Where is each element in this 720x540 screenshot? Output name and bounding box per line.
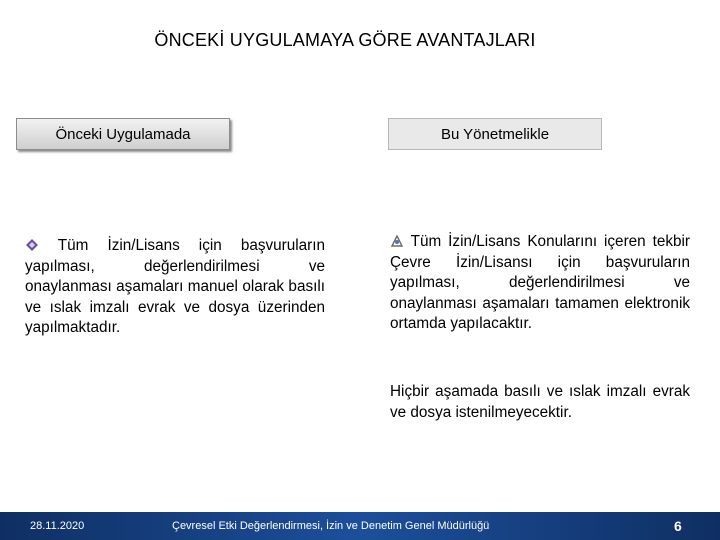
footer-organization: Çevresel Etki Değerlendirmesi, İzin ve Denetim Genel Müdürlüğü <box>172 520 490 532</box>
footer-date: 28.11.2020 <box>30 520 85 532</box>
previous-practice-text <box>25 236 325 339</box>
new-regulation-header <box>388 118 602 150</box>
new-regulation-header-label: Bu Yönetmelikle <box>440 125 550 143</box>
previous-practice-header-label: Önceki Uygulamada <box>55 125 191 143</box>
ornament-bullet-icon <box>390 235 404 247</box>
new-regulation-text-2-content: Hiçbir aşamada basılı ve ıslak imzalı evrak ve dosya istenilmeyecektir. <box>390 383 690 421</box>
page-number: 6 <box>674 518 682 534</box>
previous-practice-text-content: Tüm İzin/Lisans için başvuruların yapılması, değerlendirilmesi ve onaylanması aşamaları manuel olarak basılı ve ıslak imzalı evrak ve dosya üzerinden yapılmaktadır. <box>25 237 325 336</box>
new-regulation-text-content: Tüm İzin/Lisans Konularını içeren tekbir Çevre İzin/Lisansı için başvuruların yapılması, değerlendirilmesi ve onaylanması aşamaları tamamen elektronik ortamda yapılacaktır. <box>390 233 690 332</box>
diamond-bullet-icon <box>25 239 39 251</box>
footer-bar <box>0 512 720 540</box>
new-regulation-text <box>390 232 690 335</box>
new-regulation-text-2 <box>390 382 690 423</box>
slide-title: ÖNCEKİ UYGULAMAYA GÖRE AVANTAJLARI <box>154 30 536 50</box>
previous-practice-header <box>16 118 230 150</box>
